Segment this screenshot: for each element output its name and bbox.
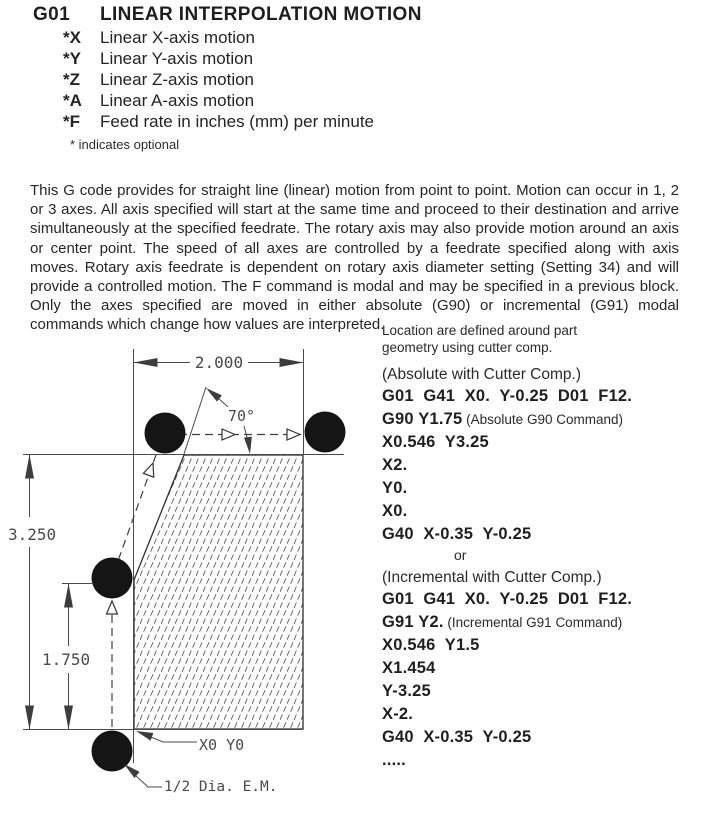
code: Y0. xyxy=(382,479,408,497)
origin-leader xyxy=(146,735,197,742)
code-line xyxy=(382,454,704,477)
part-profile xyxy=(134,455,303,729)
path-arrow-slant xyxy=(143,461,158,477)
code: X1.454 xyxy=(382,659,436,677)
param-row xyxy=(63,112,374,133)
code: G90 Y1.75 xyxy=(382,410,463,428)
intro-line: Location are defined around part xyxy=(382,323,578,338)
code: X0.546 Y3.25 xyxy=(382,433,489,451)
param-desc: Linear A-axis motion xyxy=(100,91,255,110)
code: X0.546 Y1.5 xyxy=(382,636,480,654)
param-desc: Linear Y-axis motion xyxy=(100,49,254,68)
code-comment: (Absolute G90 Command) xyxy=(462,412,623,427)
endmill-position-left xyxy=(92,558,133,599)
code-line xyxy=(382,634,704,657)
code-line xyxy=(382,408,704,431)
code: G01 G41 X0. Y-0.25 D01 F12. xyxy=(382,590,633,608)
dim-width-label: 2.000 xyxy=(194,353,244,372)
angle-extension-line xyxy=(184,387,206,454)
code-line xyxy=(382,749,704,772)
path-arrow-up xyxy=(107,601,118,614)
part-drawing xyxy=(0,330,380,813)
code-line xyxy=(382,431,704,454)
code-line xyxy=(382,385,704,408)
code-line xyxy=(382,477,704,500)
code: G01 G41 X0. Y-0.25 D01 F12. xyxy=(382,387,633,405)
cutter-label: 1/2 Dia. E.M. xyxy=(164,779,278,795)
angle-label: 70° xyxy=(228,407,256,425)
param-row xyxy=(63,49,374,70)
description-paragraph: This G code provides for straight line (linear) motion from point to point. Motion can occur in 1, 2 or 3 axes. All axis specified will start at the same time and proceed to their destination and arrive simultaneously at the specified feedrate. The rotary axis may also provide motion around an axis or center point. The speed of all axes are controlled by a feedrate specified along with axis moves. Rotary axis feedrate is dependent on rotary axis diameter setting (Setting 34) and will provide a controlled motion. The F command is modal and may be specified in a previous block. Only the axes specified are moved in either absolute (G90) or incremental (G91) modal commands which change how values are interpreted. xyxy=(30,182,679,334)
angle-arrow-lower xyxy=(244,437,254,455)
angle-leader-upper xyxy=(218,398,228,407)
code-line xyxy=(382,588,704,611)
example-intro xyxy=(382,322,704,356)
code: X0. xyxy=(382,502,408,520)
param-row xyxy=(63,91,374,112)
dim-height-label: 3.250 xyxy=(8,525,57,544)
dim-arrow-up xyxy=(64,584,73,608)
code: Y-3.25 xyxy=(382,682,431,700)
code-comment: (Incremental G91 Command) xyxy=(443,615,623,630)
code: ..... xyxy=(382,751,406,769)
or-separator: or xyxy=(454,547,467,563)
example-program xyxy=(382,322,704,772)
origin-label: X0 Y0 xyxy=(199,736,245,754)
dim-lower-label: 1.750 xyxy=(42,650,91,669)
param-key: *A xyxy=(63,91,82,110)
optional-note: * indicates optional xyxy=(70,137,180,152)
dim-arrow-right xyxy=(280,358,304,367)
code: G40 X-0.35 Y-0.25 xyxy=(382,728,532,746)
param-desc: Linear X-axis motion xyxy=(100,28,255,47)
param-key: *Z xyxy=(63,70,80,89)
code-line xyxy=(382,611,704,634)
code-line xyxy=(382,726,704,749)
code-line xyxy=(382,657,704,680)
path-arrow-right xyxy=(222,429,235,440)
endmill-position-topleft xyxy=(145,413,186,454)
param-key: *F xyxy=(63,112,80,131)
param-desc: Feed rate in inches (mm) per minute xyxy=(100,112,374,131)
code-line xyxy=(382,523,704,546)
parameter-list xyxy=(63,28,374,133)
code-line xyxy=(382,680,704,703)
path-arrow-right xyxy=(287,429,300,440)
absolute-block-header: (Absolute with Cutter Comp.) xyxy=(382,366,581,383)
gcode-number: G01 xyxy=(33,4,71,25)
param-desc: Linear Z-axis motion xyxy=(100,70,255,89)
intro-line: geometry using cutter comp. xyxy=(382,340,553,355)
endmill-position-topright xyxy=(305,412,346,453)
page-title: LINEAR INTERPOLATION MOTION xyxy=(100,4,422,25)
dim-arrow-up xyxy=(25,455,34,479)
dim-arrow-down xyxy=(64,706,73,730)
code: X-2. xyxy=(382,705,414,723)
param-key: *Y xyxy=(63,49,81,68)
code-line xyxy=(382,500,704,523)
gcode-header xyxy=(33,4,422,26)
param-row xyxy=(63,70,374,91)
dim-arrow-left xyxy=(134,358,158,367)
code-line xyxy=(382,703,704,726)
param-key: *X xyxy=(63,28,81,47)
code: X2. xyxy=(382,456,408,474)
cutter-leader xyxy=(135,775,162,787)
code: G40 X-0.35 Y-0.25 xyxy=(382,525,532,543)
code: G91 Y2. xyxy=(382,613,444,631)
incremental-block-header: (Incremental with Cutter Comp.) xyxy=(382,569,602,586)
dim-arrow-down xyxy=(25,706,34,730)
param-row xyxy=(63,28,374,49)
